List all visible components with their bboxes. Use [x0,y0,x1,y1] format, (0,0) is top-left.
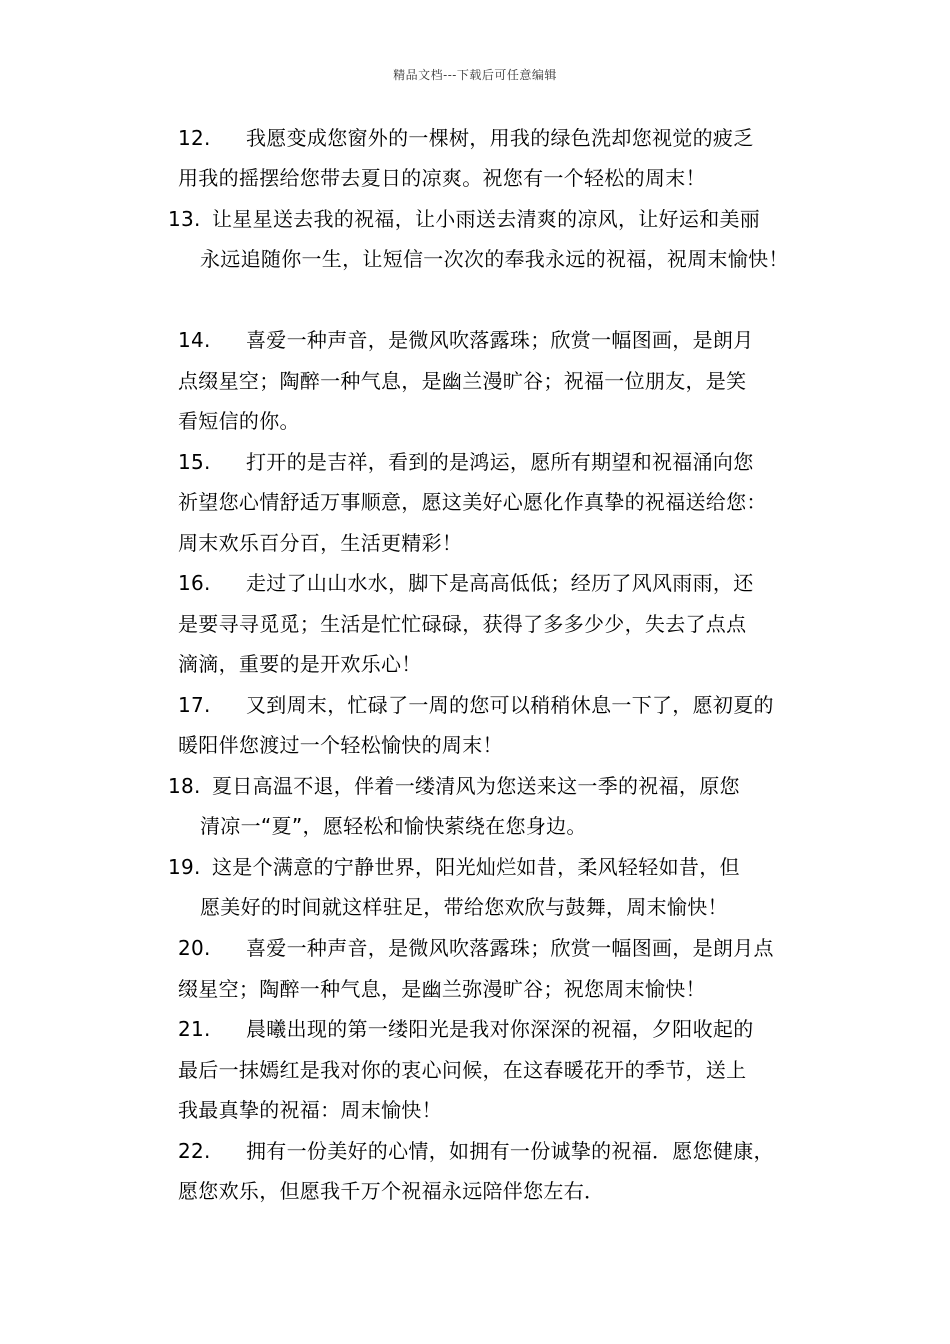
list-item-21 [178,1014,754,1044]
item-text: 夏日高温不退，伴着一缕清风为您送来这一季的祝福，原您 [212,774,740,798]
item-number: 13. [168,207,201,231]
list-item-17 [178,690,774,720]
item-number: 16. [178,571,211,595]
item-text: 走过了山山水水，脚下是高高低低；经历了风风雨雨，还 [246,571,754,595]
item-text-line: 暖阳伴您渡过一个轻松愉快的周末！ [178,733,503,757]
item-text-line: 缀星空；陶醉一种气息，是幽兰弥漫旷谷；祝您周末愉快！ [178,977,706,1001]
item-text-line: 是要寻寻觅觅；生活是忙忙碌碌，获得了多多少少，失去了点点 [178,612,747,636]
list-item-16 [178,568,754,598]
item-text: 让星星送去我的祝福，让小雨送去清爽的凉风，让好运和美丽 [212,207,761,231]
page-header: 精品文档---下载后可任意编辑 [393,68,557,82]
item-text-line: 祈望您心情舒适万事顺意，愿这美好心愿化作真挚的祝福送给您： [178,490,767,514]
item-number: 12. [178,126,211,150]
item-text-line: 永远追随你一生，让短信一次次的奉我永远的祝福，祝周末愉快！ [200,247,789,271]
item-text: 喜爱一种声音，是微风吹落露珠；欣赏一幅图画，是朗月点 [246,936,774,960]
item-text: 晨曦出现的第一缕阳光是我对你深深的祝福，夕阳收起的 [246,1017,754,1041]
item-text-line: 点缀星空；陶醉一种气息，是幽兰漫旷谷；祝福一位朋友，是笑 [178,369,747,393]
list-item-19 [168,852,740,882]
item-text-line: 最后一抹嫣红是我对你的衷心问候，在这春暖花开的季节，送上 [178,1058,747,1082]
list-item-14 [178,325,754,355]
item-text-line: 清凉一“夏”，愿轻松和愉快萦绕在您身边。 [200,814,587,838]
item-text: 又到周末，忙碌了一周的您可以稍稍休息一下了，愿初夏的 [246,693,774,717]
item-number: 15. [178,450,211,474]
item-number: 17. [178,693,211,717]
list-item-22 [178,1136,774,1166]
item-number: 20. [178,936,211,960]
item-text-line: 用我的摇摆给您带去夏日的凉爽。祝您有一个轻松的周末！ [178,166,706,190]
item-number: 19. [168,855,201,879]
list-item-20 [178,933,774,963]
item-text: 喜爱一种声音，是微风吹落露珠；欣赏一幅图画，是朗月 [246,328,754,352]
item-number: 14. [178,328,211,352]
item-text-line: 周末欢乐百分百，生活更精彩！ [178,531,463,555]
list-item-12 [178,123,754,153]
list-item-15 [178,447,754,477]
item-text: 打开的是吉祥，看到的是鸿运，愿所有期望和祝福涌向您 [246,450,754,474]
item-number: 18. [168,774,201,798]
item-text: 拥有一份美好的心情，如拥有一份诚挚的祝福．愿您健康， [246,1139,774,1163]
item-text-line: 看短信的你。 [178,409,300,433]
item-text: 这是个满意的宁静世界，阳光灿烂如昔，柔风轻轻如昔，但 [212,855,740,879]
item-text: 我愿变成您窗外的一棵树，用我的绿色洗却您视觉的疲乏 [246,126,754,150]
list-item-13 [168,204,760,234]
item-text-line: 滴滴，重要的是开欢乐心！ [178,652,422,676]
item-number: 21. [178,1017,211,1041]
item-text-line: 愿您欢乐，但愿我千万个祝福永远陪伴您左右． [178,1179,605,1203]
item-number: 22. [178,1139,211,1163]
list-item-18 [168,771,740,801]
item-text-line: 愿美好的时间就这样驻足，带给您欢欣与鼓舞，周末愉快！ [200,895,728,919]
item-text-line: 我最真挚的祝福：周末愉快！ [178,1098,442,1122]
